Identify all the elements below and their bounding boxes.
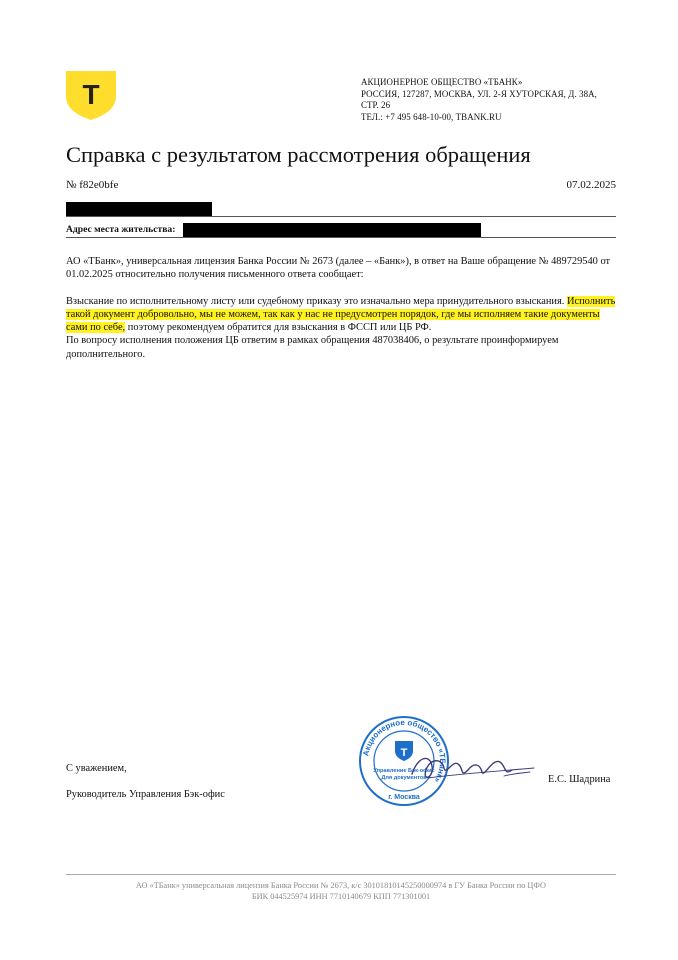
footer-divider [66, 874, 616, 875]
footer-line1: АО «ТБанк» универсальная лицензия Банка России № 2673, к/с 30101810145250000974 в ГУ Банка России по ЦФО [135, 881, 547, 890]
tbank-logo [64, 69, 118, 121]
stamp-city: г. Москва [388, 794, 420, 801]
divider-line [66, 216, 616, 217]
handwritten-signature [408, 748, 538, 788]
address-label: Адрес места жительства: [66, 224, 176, 235]
company-header [361, 77, 631, 123]
divider-line [66, 237, 616, 238]
redacted-address [183, 223, 481, 237]
body-paragraph-1: АО «ТБанк», универсальная лицензия Банка России № 2673 (далее – «Банк»), в ответ на Ваше обращение № 489729540 от 01.02.2025 относительно получения письменного ответа сообщает: [66, 256, 611, 281]
signer-position: Руководитель Управления Бэк-офис [66, 789, 225, 800]
body-paragraph-2-start: Взыскание по исполнительному листу или судебному приказу это изначально мера принудительного взыскания. [66, 295, 567, 307]
company-name: АКЦИОНЕРНОЕ ОБЩЕСТВО «ТБАНК» [361, 77, 523, 87]
stamp-letter: Т [400, 747, 408, 759]
body-paragraph-2 [66, 295, 618, 335]
highlighted-text: Исполнить такой документ добровольно, мы не можем, так как у нас не предусмотрен порядок, где мы исполняем такие документы сами по себе, [66, 295, 616, 334]
stamp-inner-line1: Управление Бэк-офис [373, 768, 435, 774]
footer [66, 881, 616, 903]
closing-regards: С уважением, [66, 763, 127, 774]
stamp-ring-text: Акционерное общество «ТБанк» [361, 717, 448, 785]
signer-name: Е.С. Шадрина [548, 774, 611, 785]
document-date: 07.02.2025 [566, 179, 616, 191]
footer-line2: БИК 044525974 ИНН 7710140679 КПП 771301001 [251, 891, 431, 901]
redacted-client-name [66, 202, 212, 216]
document-title: Справка с результатом рассмотрения обращения [66, 142, 531, 167]
letter-body [66, 255, 618, 361]
logo-letter: Т [82, 79, 100, 110]
stamp-inner-line2: Для документов [381, 775, 427, 781]
company-contacts: ТЕЛ.: +7 495 648-10-00, TBANK.RU [361, 111, 502, 122]
body-paragraph-3: По вопросу исполнения положения ЦБ ответим в рамках обращения 487038406, о результате проинформируем дополнительного. [66, 335, 559, 360]
document-number: № f82e0bfe [66, 179, 119, 191]
company-address-line2: СТР. 26 [361, 100, 391, 111]
company-address-line1: РОССИЯ, 127287, МОСКВА, УЛ. 2-Я ХУТОРСКАЯ, Д. 38А, [361, 88, 598, 99]
body-paragraph-2-end: поэтому рекомендуем обратится для взыскания в ФССП или ЦБ РФ. [125, 322, 432, 334]
